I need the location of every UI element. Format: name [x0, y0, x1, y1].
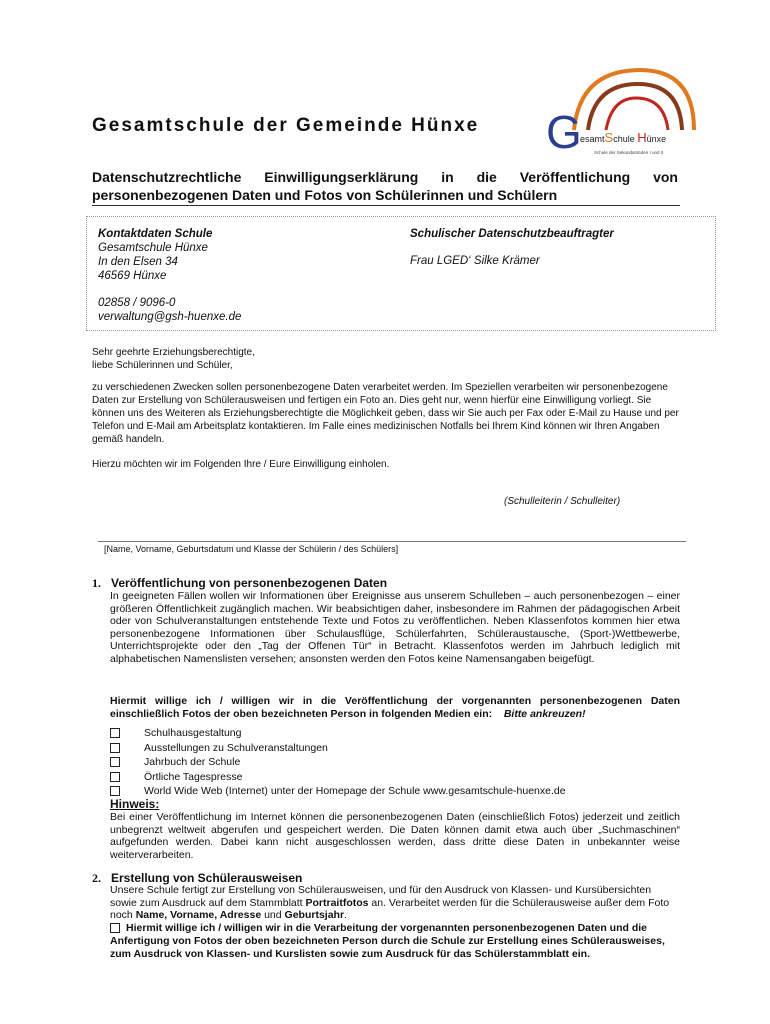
school-email: verwaltung@gsh-huenxe.de: [98, 311, 242, 323]
notice-heading: Hinweis:: [110, 797, 160, 811]
media-option-label: Ausstellungen zu Schulveranstaltungen: [144, 741, 328, 754]
name-entry-caption: [Name, Vorname, Geburtsdatum und Klasse der Schülerin / des Schülers]: [104, 544, 399, 554]
checkbox[interactable]: [110, 728, 120, 738]
logo-wordmark: esamtSchule Hünxe: [580, 130, 667, 145]
section-2-consent[interactable]: [110, 922, 680, 961]
media-option[interactable]: [110, 784, 566, 799]
subject-line-2: personenbezogenen Daten und Fotos von Schülerinnen und Schülern: [92, 187, 558, 203]
logo-tagline: Schule der Sekundarstufen I und II: [594, 150, 664, 155]
signature-label: (Schulleiterin / Schulleiter): [504, 496, 621, 507]
subject-line-1: Datenschutzrechtliche Einwilligungserklärung in die Veröffentlichung von: [92, 169, 678, 185]
school-name: Gesamtschule Hünxe: [98, 242, 208, 254]
document-subject: [92, 168, 678, 204]
school-phone: 02858 / 9096-0: [98, 297, 176, 309]
section-2-number: 2.: [92, 871, 101, 885]
school-logo: [544, 68, 700, 158]
logo-letter-g: G: [546, 106, 582, 158]
media-option-label: Schulhausgestaltung: [144, 727, 242, 739]
dpo-contact: [410, 227, 614, 268]
media-option-label: World Wide Web (Internet) unter der Homepage der Schule www.gesamtschule-huenxe.de: [144, 785, 566, 797]
logo-graphic: [544, 68, 700, 158]
notice-body: Bei einer Veröffentlichung im Internet können die personenbezogenen Daten (einschließlich Fotos) jederzeit und zeitlich unbegrenzt weltweit abgerufen und gespeichert werden. Die Daten können damit etwa auch über „Suchmaschinen“ aufgefunden werden. Dabei kann nicht ausgeschlossen werden, dass dritte diese Daten in unbekannter weise weiterverarbeiten.: [110, 811, 680, 861]
section-1-consent-text: Hiermit willige ich / willigen wir in die Veröffentlichung der vorgenannten personenbezogenen Daten einschließlich Fotos der oben bezeichneten Person in folgenden Medien ein:: [110, 695, 680, 720]
checkbox[interactable]: [110, 772, 120, 782]
media-checklist: [110, 726, 566, 799]
media-option[interactable]: [110, 726, 566, 741]
section-2-title: Erstellung von Schülerausweisen: [111, 871, 303, 885]
checkbox[interactable]: [110, 923, 120, 933]
section-1-title: Veröffentlichung von personenbezogenen Daten: [111, 576, 388, 590]
school-title: Gesamtschule der Gemeinde Hünxe: [92, 115, 480, 136]
section-1-body: In geeigneten Fällen wollen wir Informationen über Ereignisse aus unserem Schulleben – auch personenbezogen – einer größeren Öffentlichkeit zugänglich machen. Wir beabsichtigen daher, insbesondere im Rahmen der pädagogischen Arbeit oder von Schulveranstaltungen entstehende Texte und Fotos zu veröffentlichen. Neben Klassenfotos kommen hier etwa personenbezogene Informationen über Schulausflüge, Schülerfahrten, Schüleraustausche, (Sport-)Wettbewerbe, Unterrichtsprojekte oder den „Tag der Offenen Tür“ in Betracht. Klassenfotos werden im Jahrbuch lediglich mit alphabetischen Namenslisten versehen; ansonsten werden den Fotos keine Namensangaben beigefügt.: [110, 590, 680, 665]
salutation-line-2: liebe Schülerinnen und Schüler,: [92, 360, 233, 371]
media-option-label: Jahrbuch der Schule: [144, 756, 241, 768]
checkbox[interactable]: [110, 757, 120, 767]
media-option-label: Örtliche Tagespresse: [144, 770, 243, 783]
tick-hint: Bitte ankreuzen!: [503, 707, 586, 720]
school-contact: [98, 227, 241, 324]
section-2-body: Unsere Schule fertigt zur Erstellung von Schülerausweisen, und für den Ausdruck von Klassen- und Kursübersichten sowie zum Ausdruck auf dem Stammblatt Portraitfotos an. Verarbeitet werden für die Schülerausweise außer dem Foto noch Name, Vorname, Adresse und Geburtsjahr.: [110, 884, 670, 922]
section-1-number: 1.: [92, 576, 101, 590]
section-2-consent-text: Hiermit willige ich / willigen wir in die Verarbeitung der vorgenannten personenbezogenen Daten und die Anfertigung von Fotos der oben bezeichneten Person durch die Schule zur Erstellung eines Schülerausweises, zum Ausdruck von Klassen- und Kurslisten sowie zum Ausdruck für das Schülerstammblatt ein.: [110, 922, 665, 960]
school-street: In den Elsen 34: [98, 256, 178, 268]
section-1-consent: [110, 695, 680, 720]
media-option[interactable]: [110, 741, 566, 756]
letter-body: zu verschiedenen Zwecken sollen personenbezogene Daten verarbeitet werden. Im Speziellen verarbeiten wir personenbezogene Daten zur Erstellung von Schülerausweisen und fertigen ein Foto an. Dies geht nur, wenn hierfür eine Einwilligung vorliegt. Sie können uns des Weiteren als Erziehungsberechtigte die Möglichkeit geben, dass wir Sie auch per Fax oder E-Mail zu Hause und per Telefon und E-Mail am Arbeitsplatz kontaktieren. Im Falle eines medizinischen Notfalls bei Ihrem Kind können wir Ihren Angaben gemäß handeln.: [92, 382, 679, 445]
checkbox[interactable]: [110, 786, 120, 796]
name-entry-line: [98, 541, 686, 542]
media-option[interactable]: [110, 755, 566, 770]
media-option[interactable]: [110, 770, 566, 785]
school-contact-heading: Kontaktdaten Schule: [98, 228, 213, 240]
letter-request: Hierzu möchten wir im Folgenden Ihre / Eure Einwilligung einholen.: [92, 459, 390, 470]
school-city: 46569 Hünxe: [98, 270, 167, 282]
subject-rule: [92, 205, 680, 206]
salutation-line-1: Sehr geehrte Erziehungsberechtigte,: [92, 347, 255, 358]
section-1-heading: [92, 576, 387, 591]
dpo-heading: Schulischer Datenschutzbeauftragter: [410, 228, 614, 240]
salutation: [92, 346, 682, 372]
checkbox[interactable]: [110, 743, 120, 753]
dpo-name: Frau LGED‘ Silke Krämer: [410, 255, 540, 267]
contact-box: [86, 216, 716, 331]
